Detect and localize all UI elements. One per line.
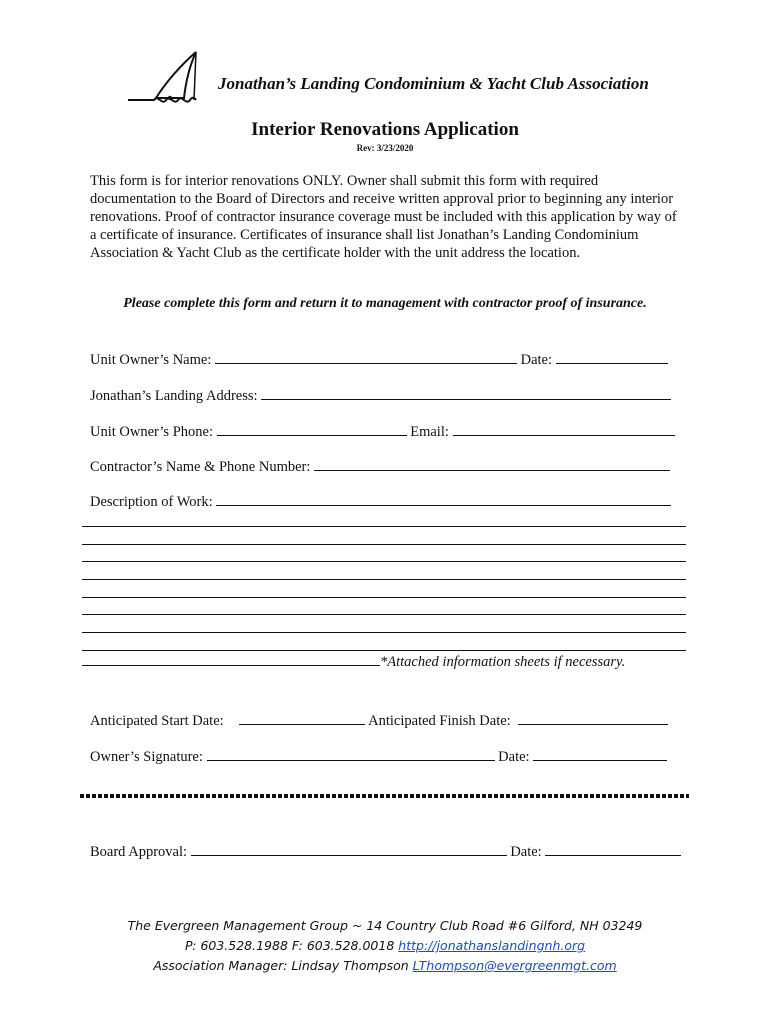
owner-signature-field[interactable] bbox=[207, 747, 495, 761]
footer-manager-row bbox=[0, 958, 770, 973]
board-approval-field[interactable] bbox=[191, 842, 507, 856]
signature-date-field[interactable] bbox=[533, 747, 667, 761]
description-line[interactable] bbox=[82, 650, 686, 651]
revision-label: Rev: 3/23/2020 bbox=[356, 143, 414, 153]
dotted-divider bbox=[80, 794, 689, 798]
owner-phone-field[interactable] bbox=[217, 422, 407, 436]
contractor-field[interactable] bbox=[314, 457, 670, 471]
description-line[interactable] bbox=[82, 632, 686, 633]
email-field[interactable] bbox=[453, 422, 675, 436]
signature-row bbox=[90, 747, 667, 766]
description-line[interactable] bbox=[82, 579, 686, 580]
finish-date-label: Anticipated Finish Date: bbox=[368, 713, 511, 729]
owner-name-label: Unit Owner’s Name: bbox=[90, 352, 212, 368]
address-row bbox=[90, 386, 671, 405]
owner-name-row bbox=[90, 350, 668, 369]
date-label: Date: bbox=[520, 352, 553, 368]
sailboat-logo-icon bbox=[126, 50, 216, 110]
finish-date-field[interactable] bbox=[518, 711, 668, 725]
start-date-label: Anticipated Start Date: bbox=[90, 713, 224, 729]
description-last-line[interactable] bbox=[82, 652, 380, 666]
contractor-label: Contractor’s Name & Phone Number: bbox=[90, 459, 311, 475]
description-line[interactable] bbox=[82, 561, 686, 562]
start-date-field[interactable] bbox=[239, 711, 365, 725]
footer-address: The Evergreen Management Group ~ 14 Country Club Road #6 Gilford, NH 03249 bbox=[127, 918, 643, 933]
attached-note-row bbox=[82, 652, 625, 671]
instruction-text: Please complete this form and return it to management with contractor proof of insurance. bbox=[123, 296, 647, 311]
board-date-field[interactable] bbox=[545, 842, 681, 856]
board-date-label: Date: bbox=[510, 844, 542, 860]
description-line[interactable] bbox=[82, 526, 686, 527]
attached-note: *Attached information sheets if necessary. bbox=[380, 654, 626, 670]
signature-date-label: Date: bbox=[498, 749, 530, 765]
page-title: Interior Renovations Application bbox=[251, 119, 519, 140]
website-link[interactable]: http://jonathanslandingnh.org bbox=[398, 938, 586, 953]
description-row bbox=[90, 492, 671, 511]
owner-phone-label: Unit Owner’s Phone: bbox=[90, 424, 213, 440]
dates-row bbox=[90, 711, 668, 730]
organization-name: Jonathan’s Landing Condominium & Yacht Club Association bbox=[218, 74, 649, 93]
phone-email-row bbox=[90, 422, 675, 441]
description-line[interactable] bbox=[82, 614, 686, 615]
date-field[interactable] bbox=[556, 350, 668, 364]
description-line[interactable] bbox=[82, 544, 686, 545]
board-approval-label: Board Approval: bbox=[90, 844, 188, 860]
owner-name-field[interactable] bbox=[215, 350, 517, 364]
footer-manager: Association Manager: Lindsay Thompson bbox=[153, 958, 409, 973]
description-line[interactable] bbox=[82, 597, 686, 598]
board-approval-row bbox=[90, 842, 681, 861]
contractor-row bbox=[90, 457, 670, 476]
footer-phone-fax: P: 603.528.1988 F: 603.528.0018 bbox=[184, 938, 395, 953]
description-field[interactable] bbox=[216, 492, 671, 506]
description-label: Description of Work: bbox=[90, 494, 213, 510]
address-label: Jonathan’s Landing Address: bbox=[90, 388, 258, 404]
intro-paragraph: This form is for interior renovations ONLY. Owner shall submit this form with required documentation to the Board of Directors and receive written approval prior to beginning any interior renovations. Proof of contractor insurance coverage must be included with this application by way of a certificate of insurance. Certificates of insurance shall list Jonathan’s Landing Condominium Association & Yacht Club as the certificate holder with the unit address the location. bbox=[90, 173, 677, 261]
manager-email-link[interactable]: LThompson@evergreenmgt.com bbox=[412, 958, 617, 973]
address-field[interactable] bbox=[261, 386, 671, 400]
footer-contact-row bbox=[0, 938, 770, 953]
email-label: Email: bbox=[410, 424, 449, 440]
owner-signature-label: Owner’s Signature: bbox=[90, 749, 203, 765]
